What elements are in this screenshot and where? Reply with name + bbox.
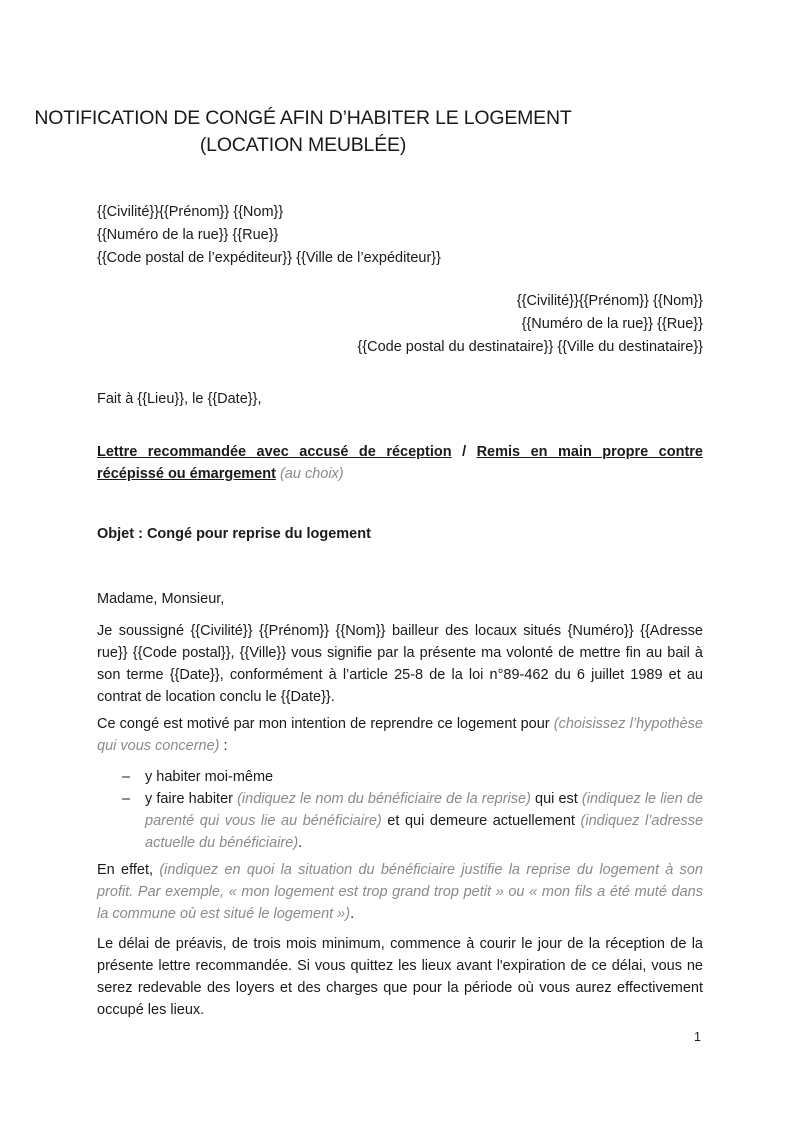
recipient-line-3: {{Code postal du destinataire}} {{Ville du destinataire}} bbox=[357, 339, 703, 355]
sender-address bbox=[97, 201, 703, 270]
item2-part4: . bbox=[298, 835, 303, 851]
list-item bbox=[97, 766, 703, 788]
item2-part3: et qui demeure actuellement bbox=[381, 813, 581, 829]
item2-hint-name: (indiquez le nom du bénéficiaire de la reprise) bbox=[237, 791, 531, 807]
paragraph-1: Je soussigné {{Civilité}} {{Prénom}} {{Nom}} bailleur des locaux situés {Numéro}} {{Adresse rue}} {{Code postal}}, {{Ville}} vous signifie par la présente ma volonté de mettre fin au bail à son terme {{Date}}, conformément à l’article 25-8 de la loi n°89-462 du 6 juillet 1989 et au contrat de location conclu le {{Date}}. bbox=[97, 623, 703, 705]
reason-list bbox=[97, 766, 703, 854]
item2-part1: y faire habiter bbox=[145, 791, 238, 807]
item2-hint-relation: (indiquez le lien de parenté qui vous lie au bénéficiaire) bbox=[145, 791, 703, 829]
sender-line-3: {{Code postal de l’expéditeur}} {{Ville de l’expéditeur}} bbox=[97, 250, 441, 266]
recipient-line-1: {{Civilité}}{{Prénom}} {{Nom}} bbox=[516, 293, 703, 309]
list-item-text: y habiter moi-même bbox=[145, 769, 274, 785]
paragraph-3 bbox=[97, 859, 703, 925]
title-line-2: (LOCATION MEUBLÉE) bbox=[199, 134, 407, 156]
list-item bbox=[97, 788, 703, 854]
delivery-hint: (au choix) bbox=[279, 466, 344, 482]
delivery-method bbox=[97, 441, 703, 485]
salutation-text: Madame, Monsieur, bbox=[97, 591, 225, 607]
title-line-1: NOTIFICATION DE CONGÉ AFIN D’HABITER LE LOGEMENT bbox=[34, 107, 572, 129]
page-number: 1 bbox=[694, 1030, 701, 1044]
paragraph-3-text: En effet, bbox=[97, 862, 160, 878]
paragraph-2-text: Ce congé est motivé par mon intention de reprendre ce logement pour bbox=[97, 716, 554, 732]
place-date-text: Fait à {{Lieu}}, le {{Date}}, bbox=[97, 391, 262, 407]
delivery-separator: / bbox=[451, 444, 477, 460]
document-page bbox=[97, 0, 703, 1131]
place-date bbox=[97, 388, 703, 411]
recipient-address bbox=[97, 290, 703, 359]
subject-text: Objet : Congé pour reprise du logement bbox=[97, 526, 371, 542]
paragraph-2-tail: : bbox=[219, 738, 228, 754]
paragraph-3-tail: . bbox=[350, 906, 355, 922]
paragraph-4: Le délai de préavis, de trois mois minimum, commence à courir le jour de la réception de la présente lettre recommandée. Si vous quittez les lieux avant l'expiration de ce délai, vous ne serez redevable des loyers et des charges que pour la période où vous aurez effectivement occupé les lieux. bbox=[97, 936, 703, 1018]
dash-marker: – bbox=[122, 791, 131, 807]
dash-marker: – bbox=[122, 769, 131, 785]
salutation bbox=[97, 588, 703, 611]
subject-line bbox=[97, 523, 703, 546]
item2-hint-address: (indiquez l’adresse actuelle du bénéficiaire) bbox=[145, 813, 704, 851]
paragraph-2-hint: (choisissez l’hypothèse qui vous concerne) bbox=[97, 716, 703, 754]
sender-line-2: {{Numéro de la rue}} {{Rue}} bbox=[97, 227, 279, 243]
item2-part2: qui est bbox=[530, 791, 582, 807]
paragraph-3-hint: (indiquez en quoi la situation du bénéficiaire justifie la reprise du logement à son profit. Par exemple, « mon logement est trop grand trop petit » ou « mon fils a été muté dans la commune où est situé le logement ») bbox=[97, 862, 703, 922]
sender-line-1: {{Civilité}}{{Prénom}} {{Nom}} bbox=[97, 204, 284, 220]
delivery-option-hand: Remis en main propre contre récépissé ou émargement bbox=[97, 444, 703, 482]
recipient-line-2: {{Numéro de la rue}} {{Rue}} bbox=[521, 316, 703, 332]
delivery-option-registered: Lettre recommandée avec accusé de réception bbox=[97, 444, 452, 460]
paragraph-2 bbox=[97, 713, 703, 757]
